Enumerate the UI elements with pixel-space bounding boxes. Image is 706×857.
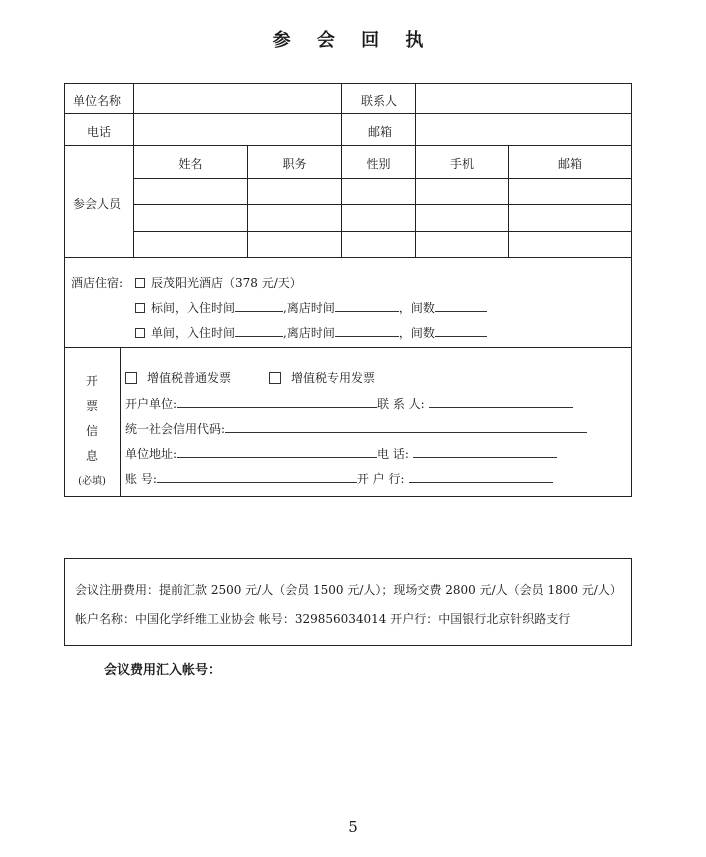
phone-field[interactable] <box>135 115 340 144</box>
account-row[interactable]: 账 号: 开 户 行: <box>125 470 553 487</box>
email-label: 邮箱 <box>368 125 393 139</box>
fee-info-box <box>64 558 632 646</box>
checkbox-icon[interactable] <box>135 328 145 338</box>
page-number: 5 <box>348 818 358 836</box>
single-room-row[interactable]: 单间，入住时间 ,离店时间 ，间数 <box>135 324 487 341</box>
header-email: 邮箱 <box>557 157 582 171</box>
header-gender: 性别 <box>366 157 391 171</box>
email-field[interactable] <box>417 115 629 144</box>
invoice-char-1: 开 <box>85 374 98 388</box>
invoice-required-note: (必填) <box>78 476 106 487</box>
fee-line-1: 会议注册费用：提前汇款 2500 元/人（会员 1500 元/人）；现场交费 2800 元/人（会员 1800 元/人） <box>75 583 622 597</box>
contact-label: 联系人 <box>361 94 398 108</box>
header-position: 职务 <box>282 157 307 171</box>
header-name: 姓名 <box>178 157 203 171</box>
hotel-option-main[interactable]: 辰茂阳光酒店（378 元/天） <box>135 274 302 291</box>
invoice-char-2: 票 <box>85 399 98 413</box>
checkbox-icon[interactable] <box>269 372 281 384</box>
checkbox-icon[interactable] <box>125 372 137 384</box>
phone-label: 电话 <box>87 125 112 139</box>
fee-line-2: 帐户名称：中国化学纤维工业协会 帐号：329856034014 开户行：中国银行北京针织路支行 <box>75 612 571 626</box>
address-row[interactable]: 单位地址: 电 话: <box>125 445 557 462</box>
credit-code-row[interactable]: 统一社会信用代码: <box>125 420 587 437</box>
standard-room-row[interactable]: 标间，入住时间 ,离店时间 ，间数 <box>135 299 487 316</box>
unit-name-label: 单位名称 <box>73 94 122 108</box>
remit-account-label: 会议费用汇入帐号： <box>104 663 222 678</box>
checkbox-icon[interactable] <box>135 303 145 313</box>
invoice-char-3: 信 <box>85 424 98 438</box>
registration-form <box>64 83 632 497</box>
page-title: 参 会 回 执 <box>272 30 434 51</box>
invoice-char-4: 息 <box>85 449 98 463</box>
issuer-row[interactable]: 开户单位: 联 系 人: <box>125 395 573 412</box>
attendees-label: 参会人员 <box>73 197 122 211</box>
hotel-label: 酒店住宿: <box>71 276 124 290</box>
contact-field[interactable] <box>417 85 629 112</box>
checkbox-icon[interactable] <box>135 278 145 288</box>
invoice-type-row[interactable]: 增值税普通发票 增值税专用发票 <box>125 369 375 386</box>
header-mobile: 手机 <box>449 157 474 171</box>
unit-name-field[interactable] <box>135 85 340 112</box>
